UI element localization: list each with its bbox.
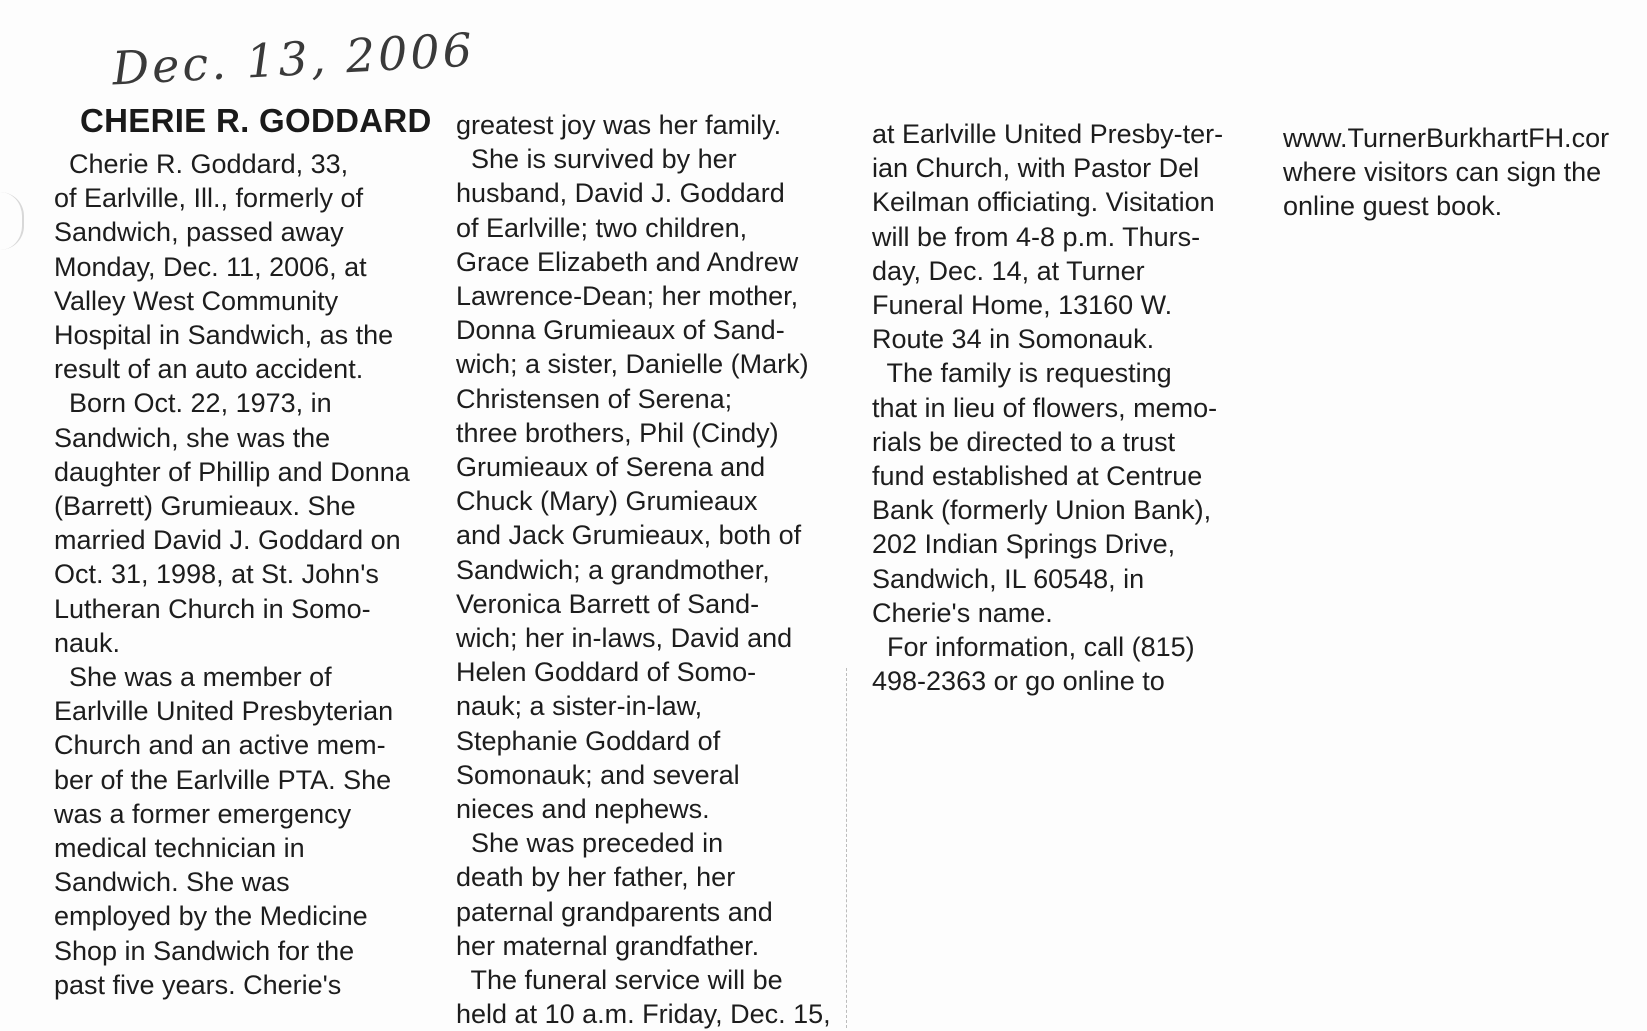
text-line: husband, David J. Goddard xyxy=(456,178,785,209)
text-line: of Earlville; two children, xyxy=(456,212,748,243)
text-line: Sandwich, passed away xyxy=(54,217,344,248)
text-line: three brothers, Phil (Cindy) xyxy=(456,417,779,448)
handwritten-date: Dec. 13, 2006 xyxy=(110,22,477,96)
text-line: ian Church, with Pastor Del xyxy=(872,153,1200,184)
text-line: Sandwich; a grandmother, xyxy=(456,554,770,585)
obituary-headline: CHERIE R. GODDARD xyxy=(80,102,432,139)
scan-edge-mark xyxy=(0,192,24,250)
text-line: Valley West Community xyxy=(54,285,339,316)
text-line: her maternal grandfather. xyxy=(456,930,760,961)
text-line: nauk; a sister-in-law, xyxy=(456,691,703,722)
text-line: Sandwich, she was the xyxy=(54,422,331,453)
text-line: Donna Grumieaux of Sand- xyxy=(456,315,785,346)
text-line: nauk. xyxy=(54,627,121,658)
text-line: daughter of Phillip and Donna xyxy=(54,456,410,487)
text-line: Cherie R. Goddard, 33, xyxy=(54,149,349,179)
text-line: Stephanie Goddard of xyxy=(456,725,721,756)
text-line: Keilman officiating. Visitation xyxy=(872,187,1215,218)
text-line: Christensen of Serena; xyxy=(456,383,733,414)
text-line: Oct. 31, 1998, at St. John's xyxy=(54,559,379,590)
text-line: The family is requesting xyxy=(872,358,1172,389)
text-line: Earlville United Presbyterian xyxy=(54,696,394,727)
text-line: that in lieu of flowers, memo- xyxy=(872,392,1218,423)
text-column-3 xyxy=(872,117,1242,698)
text-line: Lawrence-Dean; her mother, xyxy=(456,281,799,312)
text-line: For information, call (815) xyxy=(872,632,1195,663)
text-line: Cherie's name. xyxy=(872,597,1053,628)
text-line: Hospital in Sandwich, as the xyxy=(54,320,394,351)
text-line: Grace Elizabeth and Andrew xyxy=(456,246,799,277)
text-line: at Earlville United Presby-ter- xyxy=(872,119,1224,149)
text-column-1 xyxy=(54,147,439,1002)
text-line: Bank (formerly Union Bank), xyxy=(872,495,1212,526)
text-line: www.TurnerBurkhartFH.cor xyxy=(1283,123,1610,153)
text-line: Monday, Dec. 11, 2006, at xyxy=(54,251,367,282)
text-line: ber of the Earlville PTA. She xyxy=(54,764,392,795)
text-line: Shop in Sandwich for the xyxy=(54,935,355,966)
text-line: result of an auto accident. xyxy=(54,354,364,385)
text-line: married David J. Goddard on xyxy=(54,525,401,556)
text-line: Chuck (Mary) Grumieaux xyxy=(456,486,758,517)
text-line: Sandwich, IL 60548, in xyxy=(872,563,1145,594)
text-line: (Barrett) Grumieaux. She xyxy=(54,491,356,522)
text-line: Somonauk; and several xyxy=(456,759,740,790)
text-line: She is survived by her xyxy=(456,144,737,175)
text-line: wich; a sister, Danielle (Mark) xyxy=(456,349,809,380)
text-line: and Jack Grumieaux, both of xyxy=(456,520,802,551)
column-divider xyxy=(846,668,847,1028)
text-line: Veronica Barrett of Sand- xyxy=(456,588,760,619)
text-line: paternal grandparents and xyxy=(456,896,773,927)
text-line: 202 Indian Springs Drive, xyxy=(872,529,1176,560)
text-line: fund established at Centrue xyxy=(872,461,1203,492)
text-line: held at 10 a.m. Friday, Dec. 15, xyxy=(456,999,831,1030)
text-line: Church and an active mem- xyxy=(54,730,386,761)
text-line: will be from 4-8 p.m. Thurs- xyxy=(872,221,1201,252)
text-line: Grumieaux of Serena and xyxy=(456,452,766,483)
text-line: The funeral service will be xyxy=(456,965,783,996)
text-line: Helen Goddard of Somo- xyxy=(456,657,757,688)
text-line: Funeral Home, 13160 W. xyxy=(872,290,1173,321)
text-line: employed by the Medicine xyxy=(54,901,368,932)
text-line: Lutheran Church in Somo- xyxy=(54,593,371,624)
text-line: She was a member of xyxy=(54,662,332,693)
text-line: Born Oct. 22, 1973, in xyxy=(54,388,332,419)
text-column-2 xyxy=(456,108,836,1031)
text-column-4 xyxy=(1283,121,1643,224)
text-line: wich; her in-laws, David and xyxy=(456,623,793,654)
text-line: Sandwich. She was xyxy=(54,867,290,898)
text-line: day, Dec. 14, at Turner xyxy=(872,255,1145,286)
text-line: Route 34 in Somonauk. xyxy=(872,324,1155,355)
text-line: was a former emergency xyxy=(54,798,352,829)
text-line: where visitors can sign the xyxy=(1283,157,1602,188)
text-line: 498-2363 or go online to xyxy=(872,666,1165,697)
text-line: rials be directed to a trust xyxy=(872,426,1176,457)
text-line: online guest book. xyxy=(1283,191,1503,222)
text-line: medical technician in xyxy=(54,833,305,864)
text-line: nieces and nephews. xyxy=(456,794,710,825)
text-line: She was preceded in xyxy=(456,828,724,859)
text-line: past five years. Cherie's xyxy=(54,969,342,1000)
text-line: of Earlville, Ill., formerly of xyxy=(54,183,364,214)
text-line: death by her father, her xyxy=(456,862,736,893)
text-line: greatest joy was her family. xyxy=(456,110,782,140)
